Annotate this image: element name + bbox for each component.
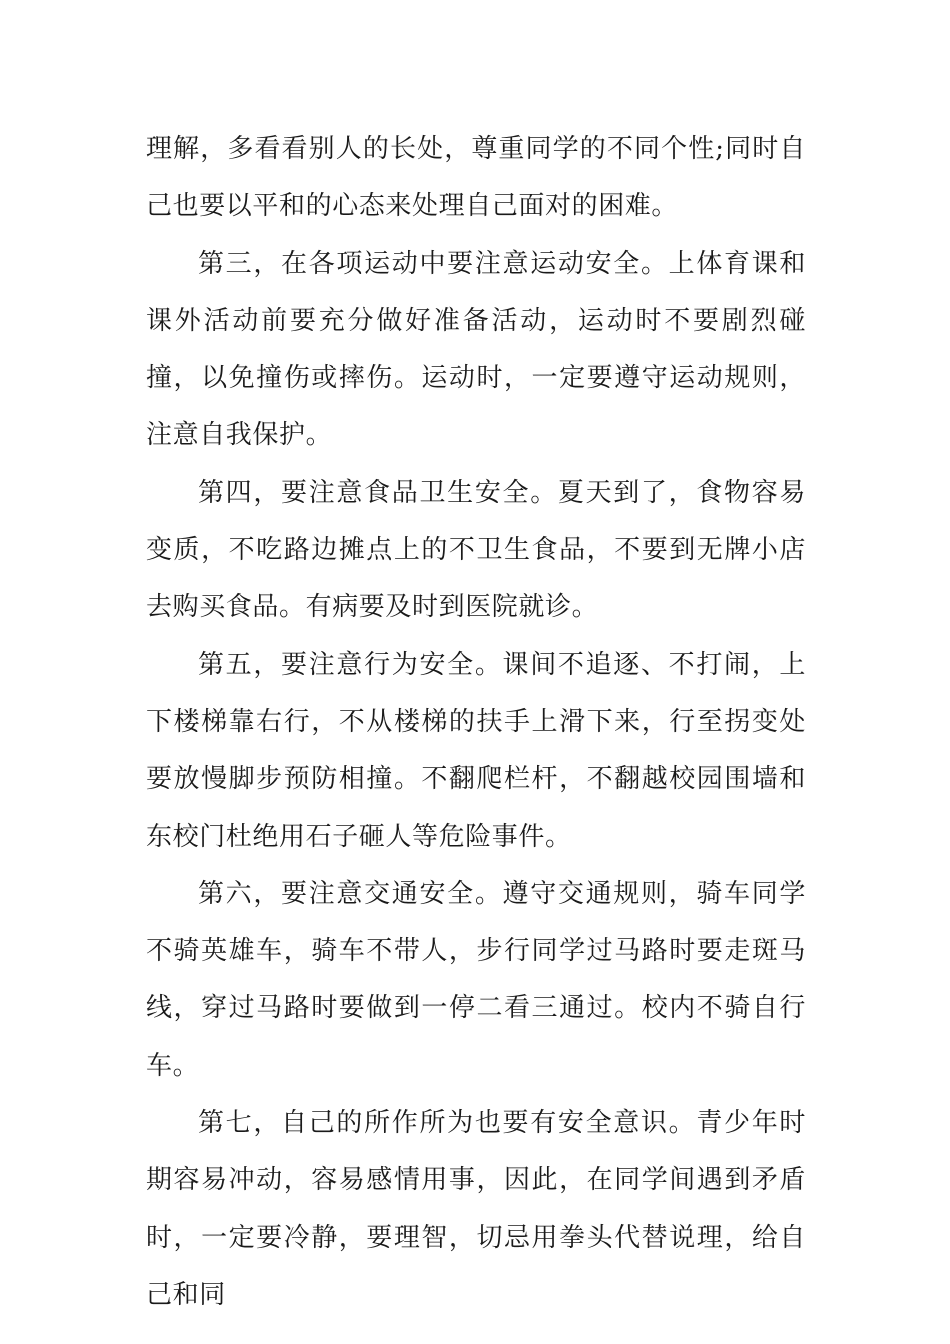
paragraph-food-safety: 第四，要注意食品卫生安全。夏天到了，食物容易变质，不吃路边摊点上的不卫生食品，不要到无牌小店去购买食品。有病要及时到医院就诊。 [146, 477, 806, 623]
paragraph-traffic-safety: 第六，要注意交通安全。遵守交通规则，骑车同学不骑英雄车，骑车不带人，步行同学过马路时要走斑马线，穿过马路时要做到一停二看三通过。校内不骑自行车。 [146, 878, 806, 1081]
paragraph-self-awareness: 第七，自己的所作所为也要有安全意识。青少年时期容易冲动，容易感情用事，因此，在同学间遇到矛盾时，一定要冷静，要理智，切忌用拳头代替说理，给自己和同 [146, 1108, 806, 1310]
paragraph-behavior-safety: 第五，要注意行为安全。课间不追逐、不打闹，上下楼梯靠右行，不从楼梯的扶手上滑下来，行至拐变处要放慢脚步预防相撞。不翻爬栏杆，不翻越校园围墙和东校门杜绝用石子砸人等危险事件。 [146, 649, 806, 852]
paragraph-sport-safety: 第三，在各项运动中要注意运动安全。上体育课和课外活动前要充分做好准备活动，运动时不要剧烈碰撞，以免撞伤或摔伤。运动时，一定要遵守运动规则，注意自我保护。 [146, 248, 806, 451]
paragraph-continuation: 理解，多看看别人的长处，尊重同学的不同个性;同时自己也要以平和的心态来处理自己面对的困难。 [146, 134, 806, 222]
document-body [146, 121, 806, 1324]
